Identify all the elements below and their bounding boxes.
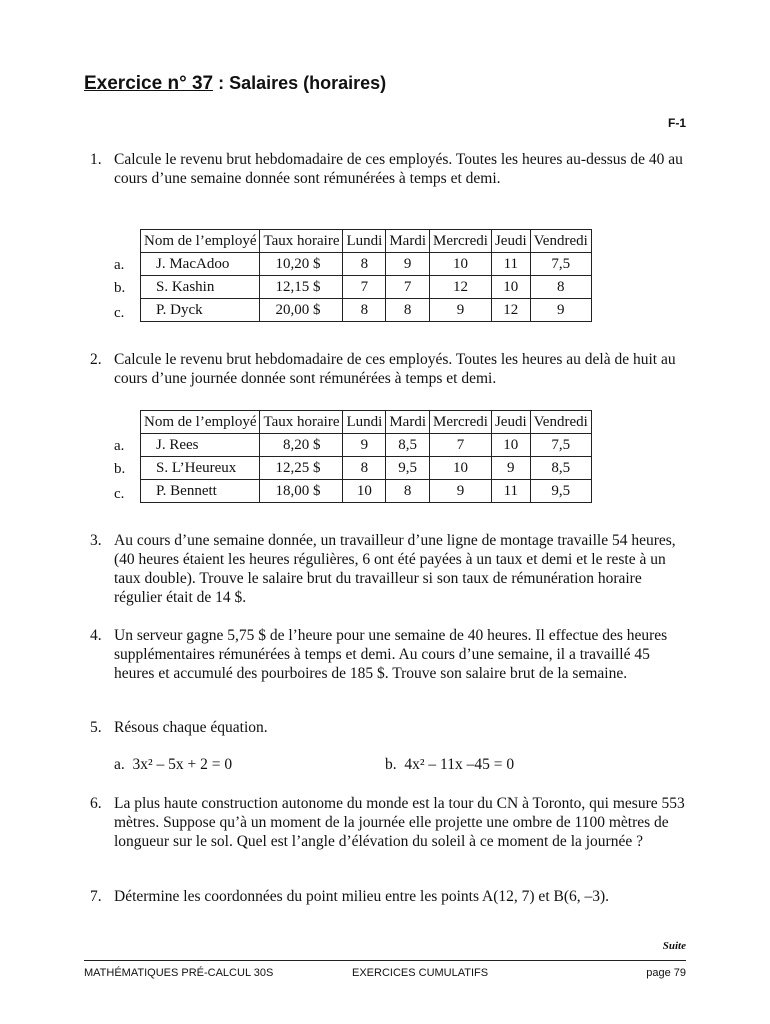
table-cell: S. Kashin xyxy=(141,276,260,299)
question-1 xyxy=(90,150,690,188)
table-cell: 9 xyxy=(491,457,530,480)
table-row xyxy=(141,457,592,480)
column-header: Mercredi xyxy=(430,411,492,434)
table-header-row xyxy=(141,230,592,253)
question-text: Résous chaque équation. xyxy=(114,719,268,736)
table-cell: 9 xyxy=(530,299,591,322)
question-6 xyxy=(90,794,690,851)
question-5 xyxy=(90,718,690,737)
table-cell: 9 xyxy=(386,253,430,276)
equation-text: 3x² – 5x + 2 = 0 xyxy=(132,756,233,773)
table-cell: 10 xyxy=(491,434,530,457)
footer-divider xyxy=(84,960,686,961)
column-header: Taux horaire xyxy=(260,230,343,253)
column-header: Vendredi xyxy=(530,230,591,253)
question-4 xyxy=(90,626,690,683)
column-header: Nom de l’employé xyxy=(141,230,260,253)
table-cell: 10 xyxy=(491,276,530,299)
table-cell: 10 xyxy=(343,480,386,503)
equation-b xyxy=(385,756,514,774)
question-number: 5. xyxy=(90,719,102,736)
table-cell: 9,5 xyxy=(530,480,591,503)
table-cell: 8 xyxy=(386,480,430,503)
question-2 xyxy=(90,350,690,388)
column-header: Lundi xyxy=(343,230,386,253)
table-cell: 11 xyxy=(491,253,530,276)
table-row xyxy=(141,480,592,503)
footer-page-number: page 79 xyxy=(646,967,686,979)
table-row xyxy=(141,276,592,299)
table-cell: 8 xyxy=(343,457,386,480)
table-cell: 7 xyxy=(430,434,492,457)
question-text: Calcule le revenu brut hebdomadaire de ces employés. Toutes les heures au delà de huit au cours d’une journée donnée sont rémunérées à temps et demi. xyxy=(114,351,676,387)
column-header: Mercredi xyxy=(430,230,492,253)
table-cell: P. Bennett xyxy=(141,480,260,503)
question-3 xyxy=(90,531,690,607)
question-number: 3. xyxy=(90,532,102,549)
table-cell: 8,20 $ xyxy=(260,434,343,457)
row-label: b. xyxy=(114,280,126,296)
column-header: Jeudi xyxy=(491,411,530,434)
wage-table-2 xyxy=(140,410,592,503)
table-cell: P. Dyck xyxy=(141,299,260,322)
exercise-topic: : Salaires (horaires) xyxy=(218,73,387,93)
table-cell: 10 xyxy=(430,457,492,480)
equation-text: 4x² – 11x –45 = 0 xyxy=(404,756,515,773)
question-text: Un serveur gagne 5,75 $ de l’heure pour une semaine de 40 heures. Il effectue des heures supplémentaires rémunérées à temps et demi. Au cours d’une semaine, il a travaillé 45 heures et accumulé des pourboires de 185 $. Trouve son salaire brut de la semaine. xyxy=(114,627,668,682)
table-cell: 8 xyxy=(343,299,386,322)
equation-label: b. xyxy=(385,756,397,773)
table-cell: 12,15 $ xyxy=(260,276,343,299)
table-cell: 7,5 xyxy=(530,434,591,457)
page-code: F-1 xyxy=(668,116,686,130)
equation-label: a. xyxy=(114,756,125,773)
row-label: c. xyxy=(114,305,125,321)
question-text: Détermine les coordonnées du point milieu entre les points A(12, 7) et B(6, –3). xyxy=(114,888,610,905)
question-number: 2. xyxy=(90,351,102,368)
column-header: Nom de l’employé xyxy=(141,411,260,434)
column-header: Vendredi xyxy=(530,411,591,434)
table-cell: 8 xyxy=(530,276,591,299)
question-number: 4. xyxy=(90,627,102,644)
footer-course: MATHÉMATIQUES PRÉ-CALCUL 30S xyxy=(84,967,274,979)
exercise-number: Exercice n° 37 xyxy=(84,73,214,94)
table-cell: 9 xyxy=(343,434,386,457)
page-title xyxy=(84,73,386,95)
table-cell: 7 xyxy=(343,276,386,299)
table-cell: 12,25 $ xyxy=(260,457,343,480)
column-header: Jeudi xyxy=(491,230,530,253)
question-text: Calcule le revenu brut hebdomadaire de ces employés. Toutes les heures au-dessus de 40 au cours d’une semaine donnée sont rémunérées à temps et demi. xyxy=(114,151,683,187)
table-cell: 11 xyxy=(491,480,530,503)
column-header: Mardi xyxy=(386,230,430,253)
row-label: a. xyxy=(114,257,125,273)
wage-table-1 xyxy=(140,229,592,322)
table-cell: 10 xyxy=(430,253,492,276)
column-header: Lundi xyxy=(343,411,386,434)
table-cell: 8 xyxy=(343,253,386,276)
question-number: 6. xyxy=(90,795,102,812)
row-label: c. xyxy=(114,486,125,502)
table-cell: 8,5 xyxy=(386,434,430,457)
question-text: La plus haute construction autonome du monde est la tour du CN à Toronto, qui mesure 553 mètres. Suppose qu’à un moment de la journée elle projette une ombre de 1100 mètres de longueur sur le sol. Quel est l’angle d’élévation du soleil à ce moment de la journée ? xyxy=(114,795,685,850)
table-header-row xyxy=(141,411,592,434)
question-number: 7. xyxy=(90,888,102,905)
table-cell: 18,00 $ xyxy=(260,480,343,503)
equation-a xyxy=(114,756,232,774)
table-cell: 9 xyxy=(430,299,492,322)
table-cell: 8 xyxy=(386,299,430,322)
row-label: b. xyxy=(114,461,126,477)
footer-section: EXERCICES CUMULATIFS xyxy=(352,967,489,979)
table-row xyxy=(141,299,592,322)
table-cell: 10,20 $ xyxy=(260,253,343,276)
continued-note: Suite xyxy=(662,940,686,952)
table-cell: 7,5 xyxy=(530,253,591,276)
column-header: Mardi xyxy=(386,411,430,434)
table-cell: 12 xyxy=(491,299,530,322)
table-cell: S. L’Heureux xyxy=(141,457,260,480)
table-cell: J. Rees xyxy=(141,434,260,457)
table-cell: 7 xyxy=(386,276,430,299)
table-row xyxy=(141,253,592,276)
table-cell: J. MacAdoo xyxy=(141,253,260,276)
question-7 xyxy=(90,887,690,906)
column-header: Taux horaire xyxy=(260,411,343,434)
row-label: a. xyxy=(114,438,125,454)
table-cell: 9 xyxy=(430,480,492,503)
table-row xyxy=(141,434,592,457)
table-cell: 12 xyxy=(430,276,492,299)
question-text: Au cours d’une semaine donnée, un travailleur d’une ligne de montage travaille 54 heures, (40 heures étaient les heures régulières, 6 ont été payées à un taux et demi et le reste à un taux double). Trouve le salaire brut du travailleur si son taux de rémunération horaire régulier était de 14 $. xyxy=(114,532,676,606)
table-cell: 8,5 xyxy=(530,457,591,480)
question-number: 1. xyxy=(90,151,102,168)
table-cell: 9,5 xyxy=(386,457,430,480)
table-cell: 20,00 $ xyxy=(260,299,343,322)
